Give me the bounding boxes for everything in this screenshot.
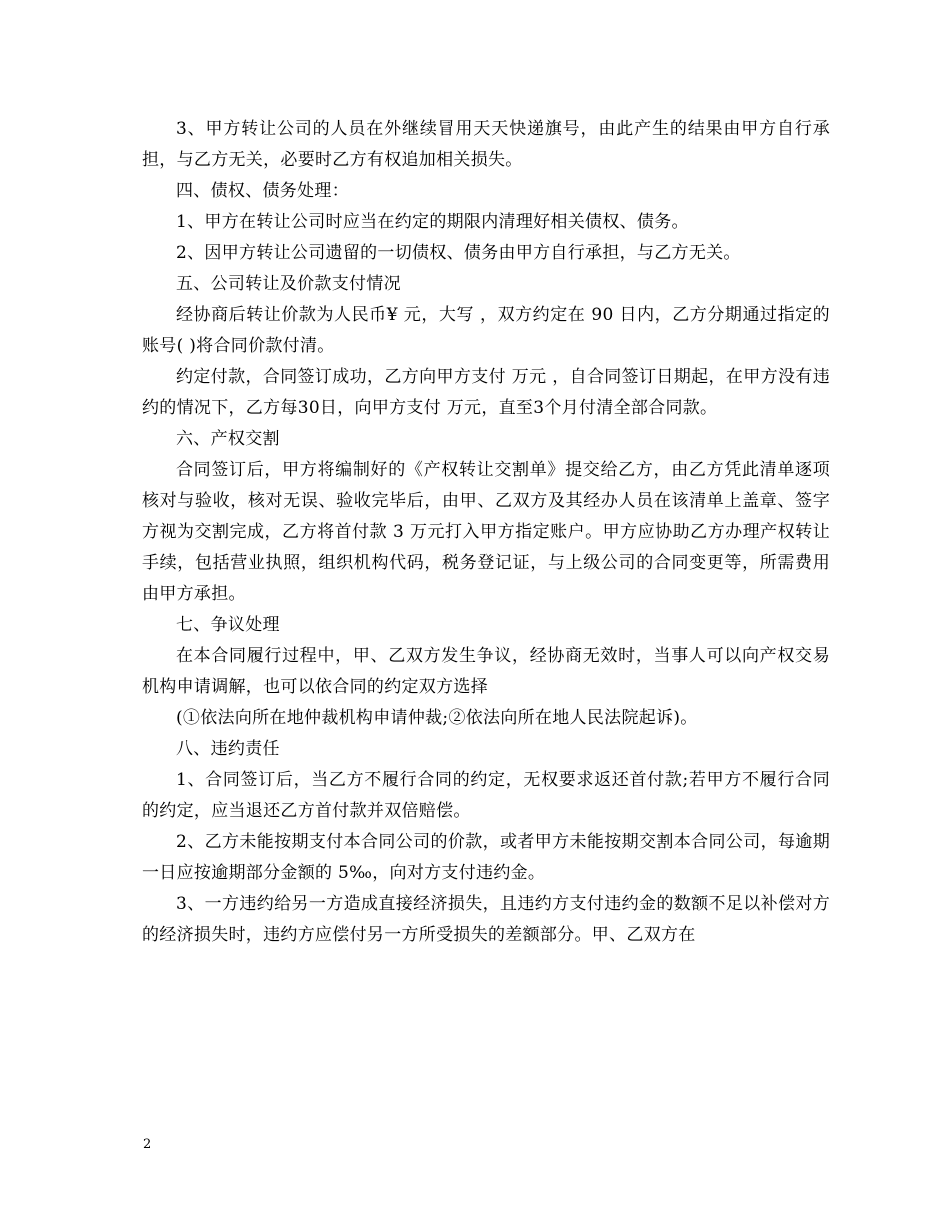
section-8-heading: 八、违约责任	[176, 739, 280, 759]
section-7-heading: 七、争议处理	[176, 615, 280, 635]
clause-5-price: 经协商后转让价款为人民币¥ 元，大写 ，双方约定在 90 日内，乙方分期通过指定的账号( )将合同价款付清。	[142, 305, 830, 356]
clause-4-1: 1、甲方在转让公司时应当在约定的期限内清理好相关债权、债务。	[176, 212, 689, 232]
section-5-heading: 五、公司转让及价款支付情况	[176, 274, 401, 294]
clause-3-impersonation: 3、甲方转让公司的人员在外继续冒用天天快递旗号，由此产生的结果由甲方自行承担，与乙方无关，必要时乙方有权追加相关损失。	[142, 119, 830, 170]
page-number: 2	[143, 1137, 152, 1152]
clause-8-1: 1、合同签订后，当乙方不履行合同的约定，无权要求返还首付款;若甲方不履行合同的约定，应当退还乙方首付款并双倍赔偿。	[142, 770, 830, 821]
clause-8-2: 2、乙方未能按期支付本合同公司的价款，或者甲方未能按期交割本合同公司，每逾期一日应按逾期部分金额的 5‰，向对方支付违约金。	[142, 832, 830, 883]
clause-5-payment: 约定付款，合同签订成功，乙方向甲方支付 万元 ，自合同签订日期起，在甲方没有违约的情况下，乙方每30日，向甲方支付 万元，直至3个月付清全部合同款。	[142, 367, 830, 418]
clause-7-options: (①依法向所在地仲裁机构申请仲裁;②依法向所在地人民法院起诉)。	[176, 708, 698, 728]
clause-8-3: 3、一方违约给另一方造成直接经济损失，且违约方支付违约金的数额不足以补偿对方的经济损失时，违约方应偿付另一方所受损失的差额部分。甲、乙双方在	[142, 894, 830, 945]
clause-7-dispute: 在本合同履行过程中，甲、乙双方发生争议，经协商无效时，当事人可以向产权交易机构申请调解，也可以依合同的约定双方选择	[142, 646, 830, 697]
clause-6-delivery: 合同签订后，甲方将编制好的《产权转让交割单》提交给乙方，由乙方凭此清单逐项核对与验收，核对无误、验收完毕后，由甲、乙双方及其经办人员在该清单上盖章、签字方视为交割完成，乙方将首付款 3 万元打入甲方指定账户。甲方应协助乙方办理产权转让手续，包括营业执照，组织机构代码，税务登记证，与上级公司的合同变更等，所需费用由甲方承担。	[142, 460, 830, 604]
section-4-heading: 四、债权、债务处理：	[176, 181, 349, 201]
clause-4-2: 2、因甲方转让公司遗留的一切债权、债务由甲方自行承担，与乙方无关。	[176, 243, 741, 263]
document-body	[142, 114, 830, 951]
section-6-heading: 六、产权交割	[176, 429, 280, 449]
